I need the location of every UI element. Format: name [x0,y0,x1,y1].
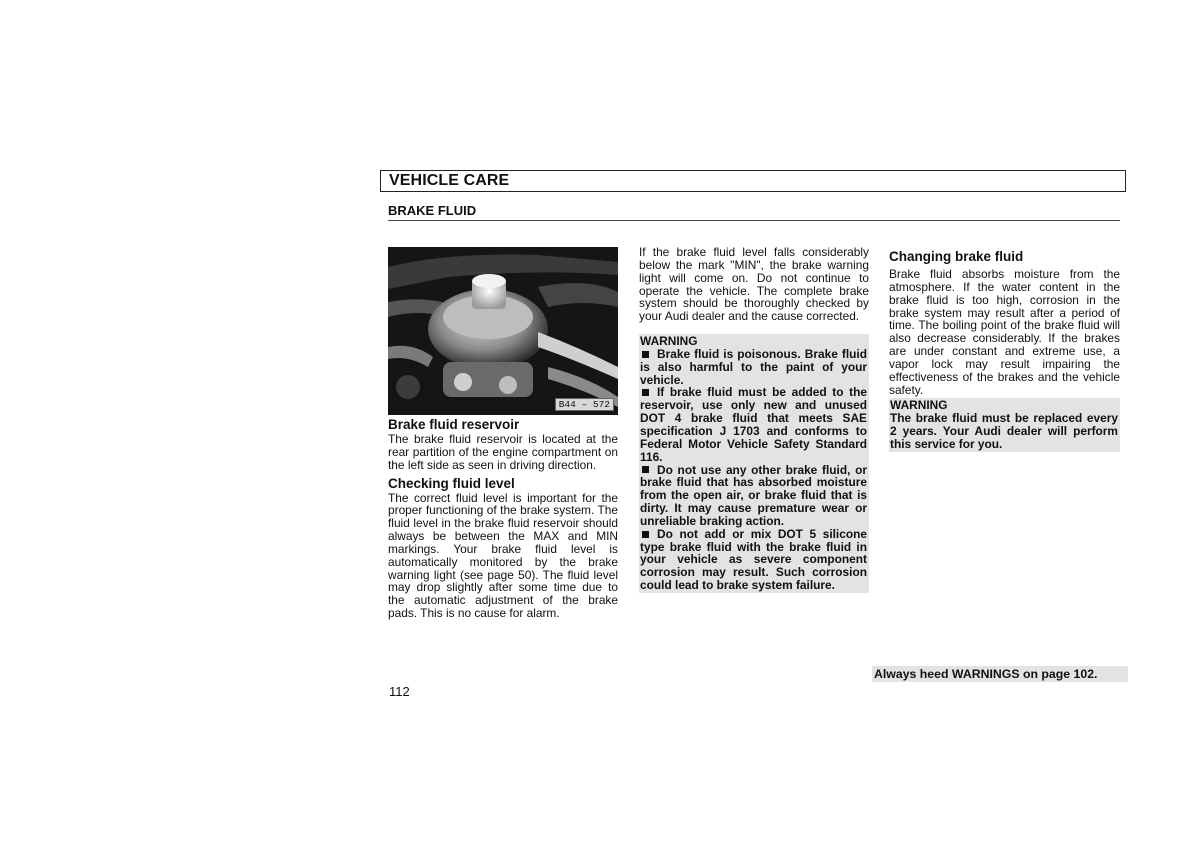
section-title: VEHICLE CARE [389,172,510,189]
column-middle [639,246,869,593]
page-number: 112 [389,684,410,699]
warning-item: If brake fluid must be added to the reservoir, use only new and unused DOT 4 brake fluid that meets SAE specification J 1703 and conforms to Federal Motor Vehicle Safety Standard 116. [640,385,867,464]
checking-text: The correct fluid level is important for the proper functioning of the brake system. The fluid level in the brake fluid reservoir should always be between the MAX and MIN markings. Your brake fluid level is automatically monitored by the brake warning light (see page 50). The fluid level may drop slightly after some time due to the automatic adjustment of the brake pads. This is no cause for alarm. [388,490,618,621]
bullet-icon [642,466,649,473]
checking-heading: Checking fluid level [388,475,515,491]
warning-title: WARNING [640,334,698,349]
reservoir-heading: Brake fluid reservoir [388,417,520,432]
warning-item: Do not add or mix DOT 5 silicone type brake fluid with the brake fluid in your vehicle as severe component corrosion may result. Such corrosion could lead to brake system failure. [640,526,867,593]
changing-heading: Changing brake fluid [889,249,1024,264]
warning-title: WARNING [890,398,948,413]
reservoir-illustration [388,247,618,415]
changing-text: Brake fluid absorbs moisture from the atmosphere. If the water content in the brake fluid is too high, corrosion in the brake system may result after a period of time. The boiling point of the brake fluid will also decrease considerably. If the brakes are under constant and extreme use, a vapor lock may result impairing the effectiveness of the brakes and the vehicle safety. [889,267,1120,397]
warning-item: Brake fluid is poisonous. Brake fluid is also harmful to the paint of your vehicle. [640,346,867,387]
subheading-rule [388,220,1120,221]
bullet-icon [642,531,649,538]
intro-text: If the brake fluid level falls considerably below the mark "MIN", the brake warning light will come on. Do not continue to operate the vehicle. The complete brake system should be thoroughly checked by your Audi dealer and the cause corrected. [639,245,869,324]
page-subheading: BRAKE FLUID [388,203,477,218]
bullet-icon [642,389,649,396]
column-left [388,417,618,620]
column-right [889,249,1120,452]
warning-text: The brake fluid must be replaced every 2 years. Your Audi dealer will perform this service for you. [890,411,1118,451]
warning-box [889,398,1120,451]
warning-item: Do not use any other brake fluid, or brake fluid that has absorbed moisture from the open air, or brake fluid that is dirty. It may cause premature wear or unreliable braking action. [640,462,867,528]
figure-label: B44 – 572 [555,398,614,411]
brake-fluid-reservoir-photo [388,247,618,415]
footer-warning-note: Always heed WARNINGS on page 102. [872,666,1128,682]
reservoir-text: The brake fluid reservoir is located at the rear partition of the engine compartment on the left side as seen in driving direction. [388,432,618,472]
warning-box [639,334,869,593]
section-header [380,170,1126,192]
bullet-icon [642,351,649,358]
